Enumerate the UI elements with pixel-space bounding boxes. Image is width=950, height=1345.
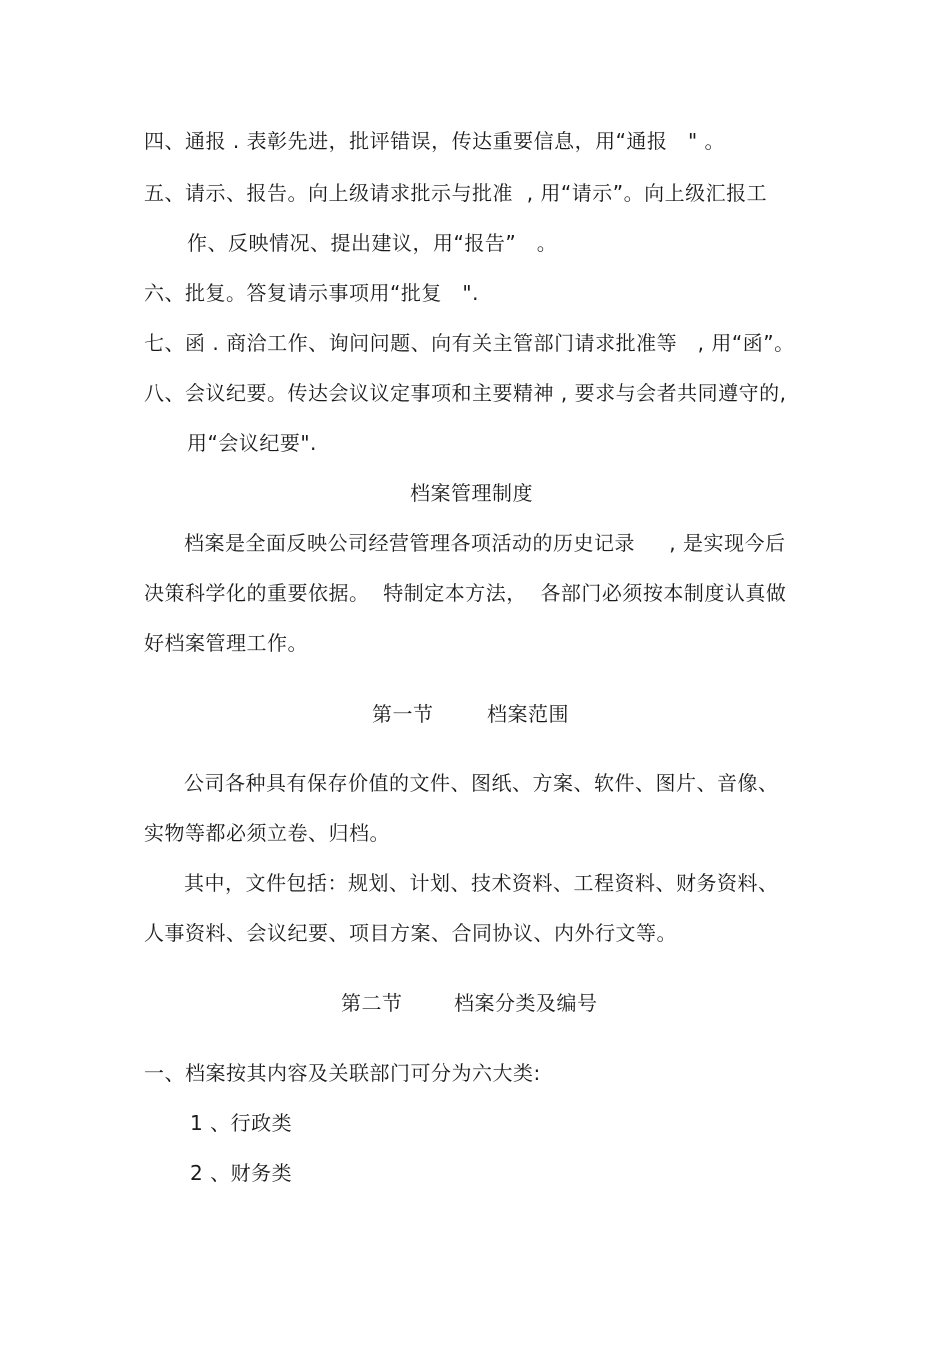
section-2-heading: 档案分类及编号: [454, 991, 598, 1015]
paragraph-qingshi-cont: 作、反映情况、提出建议，用“报告” 。: [187, 231, 558, 255]
section-1-line-3: 其中，文件包括：规划、计划、技术资料、工程资料、财务资料、: [184, 871, 779, 895]
list-item-xingzheng: 1 、行政类: [190, 1111, 293, 1135]
section-2-line-1: 一、档案按其内容及关联部门可分为六大类:: [144, 1061, 541, 1085]
section-1-heading: 档案范围: [487, 702, 569, 726]
section-2-number: 第二节: [341, 991, 403, 1015]
intro-line-1: 档案是全面反映公司经营管理各项活动的历史记录 , 是实现今后: [184, 531, 786, 555]
page-title: 档案管理制度: [410, 481, 533, 505]
list-item-caiwu: 2 、财务类: [190, 1161, 293, 1185]
intro-line-3: 好档案管理工作。: [144, 631, 308, 655]
paragraph-huiyi-cont: 用“会议纪要".: [187, 431, 317, 455]
section-1-line-2: 实物等都必须立卷、归档。: [144, 821, 390, 845]
paragraph-tongbao: 四、通报 . 表彰先进，批评错误，传达重要信息，用“通报 " 。: [144, 129, 726, 153]
paragraph-qingshi: 五、请示、报告。向上级请求批示与批准 , 用“请示”。向上级汇报工: [144, 181, 768, 205]
section-1-line-1: 公司各种具有保存价值的文件、图纸、方案、软件、图片、音像、: [184, 771, 779, 795]
paragraph-huiyi: 八、会议纪要。传达会议议定事项和主要精神 , 要求与会者共同遵守的,: [144, 381, 787, 405]
section-1-line-4: 人事资料、会议纪要、项目方案、合同协议、内外行文等。: [144, 921, 677, 945]
paragraph-han: 七、函 . 商洽工作、询问问题、向有关主管部门请求批准等 , 用“函”。: [144, 331, 795, 355]
paragraph-pifu: 六、批复。答复请示事项用“批复 ".: [144, 281, 479, 305]
section-1-number: 第一节: [372, 702, 434, 726]
intro-line-2: 决策科学化的重要依据。 特制定本方法， 各部门必须按本制度认真做: [144, 581, 787, 605]
